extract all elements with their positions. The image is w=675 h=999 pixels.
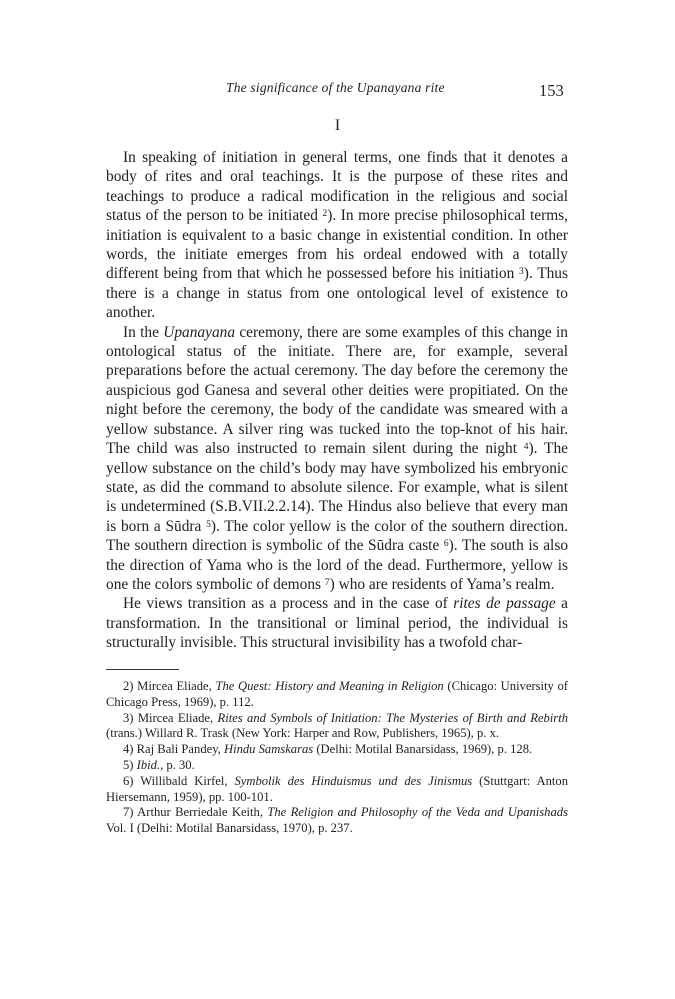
paragraph-text: ) who are residents of Yama’s realm. <box>329 575 555 593</box>
paragraph-3 <box>106 594 568 652</box>
footnote-title: The Quest: History and Meaning in Religion <box>215 679 444 693</box>
footnote-3 <box>106 711 568 743</box>
footnote-5 <box>106 758 568 774</box>
page-number: 153 <box>539 81 564 100</box>
footnote-4 <box>106 742 568 758</box>
footnote-ref: 4 <box>523 442 529 453</box>
footnote-text: (trans.) Willard R. Trask (New York: Harper and Row, Publishers, 1965), p. x. <box>106 726 500 741</box>
body-text <box>106 148 568 653</box>
footnote-title: Symbolik des Hinduismus und des Jinismus <box>234 773 473 788</box>
footnote-text: (Stuttgart: Anton Hiersemann, 1959), pp. 100-101. <box>106 773 568 804</box>
footnote-ref: 3 <box>519 267 524 278</box>
paragraph-text: In the <box>123 323 164 341</box>
section-heading: I <box>334 117 341 134</box>
italic-term: Upanayana <box>163 323 236 341</box>
footnote-7 <box>106 805 568 837</box>
footnote-text: , p. 30. <box>160 757 195 772</box>
footnote-number: 7) <box>123 805 134 820</box>
footnote-ref: 5 <box>206 519 211 530</box>
paragraph-text: ). The color yellow is the color of the southern direction. The southern direction is symbolic of the Sūdra caste <box>106 517 568 555</box>
footnote-6 <box>106 774 568 806</box>
footnote-number: 6) <box>123 773 134 788</box>
footnote-text: (Delhi: Motilal Banarsidass, 1969), p. 128. <box>313 742 533 757</box>
footnote-title: The Religion and Philosophy of the Veda and Upanishads <box>267 805 568 820</box>
footnote-text: Mircea Eliade, <box>137 679 216 693</box>
paragraph-2 <box>106 323 568 595</box>
footnote-title: Ibid. <box>136 757 161 772</box>
paragraph-text: ). The south is also the direction of Yama who is the lord of the dead. Furthermore, yellow is one the colors symbolic of demons <box>106 537 569 593</box>
footnote-text: Arthur Berriedale Keith, <box>137 805 268 820</box>
footnote-text: Vol. I (Delhi: Motilal Banarsidass, 1970), p. 237. <box>106 821 353 836</box>
italic-term: rites de passage <box>453 595 556 613</box>
paragraph-text: ceremony, there are some examples of this change in ontological status of the initiate. There are, for example, several preparations before the actual ceremony. The day before the ceremony the auspicious god Ganesa and several other deities were propitiated. On the night before the ceremony, the body of the candidate was smeared with a yellow substance. A silver ring was tucked into the top-knot of his hair. The child was also instructed to remain silent during the night <box>106 323 568 458</box>
footnote-title: Hindu Samskaras <box>223 742 314 757</box>
paragraph-text: a transformation. In the transitional or liminal period, the individual is structurally invisible. This structural invisibility has a twofold char- <box>106 595 568 652</box>
footnote-text: Raj Bali Pandey, <box>136 742 224 757</box>
footnotes <box>106 679 568 837</box>
paragraph-text: ). Thus there is a change in status from one ontological level of existence to another. <box>106 265 568 322</box>
paragraph-text: He views transition as a process and in the case of <box>123 595 454 613</box>
footnote-ref: 2 <box>322 209 328 220</box>
paragraph-text: ). The yellow substance on the child’s body may have symbolized his embryonic state, as did the command to absolute silence. For example, what is silent is undetermined (S.B.VII.2.2.14). The Hindus also believe that every man is born a Sūdra <box>106 440 568 535</box>
footnote-text: (Chicago: University of Chicago Press, 1969), p. 112. <box>106 679 568 709</box>
paragraph-1 <box>106 148 568 323</box>
footnote-number: 2) <box>123 679 134 693</box>
footnote-ref: 7 <box>324 577 330 588</box>
paragraph-text: In speaking of initiation in general terms, one finds that it denotes a body of rites and oral teachings. It is the purpose of these rites and teachings to produce a radical modification in the religious and social status of the person to be initiated <box>106 149 568 225</box>
footnote-number: 4) <box>123 742 134 757</box>
footnote-text: Mircea Eliade, <box>137 710 218 725</box>
footnote-number: 5) <box>123 757 134 772</box>
footnote-ref: 6 <box>443 539 449 550</box>
footnote-2 <box>106 679 568 711</box>
running-title: The significance of the Upanayana rite <box>226 80 445 95</box>
footnote-title: Rites and Symbols of Initiation: The Mysteries of Birth and Rebirth <box>217 710 568 725</box>
paragraph-text: ). In more precise philosophical terms, initiation is equivalent to a basic change in existential condition. In other words, the initiate emerges from his ordeal endowed with a totally different being from that which he possessed before his initiation <box>106 207 569 283</box>
footnote-number: 3) <box>123 710 134 725</box>
footnote-text: Willibald Kirfel, <box>140 773 235 788</box>
footnote-divider <box>106 669 179 670</box>
